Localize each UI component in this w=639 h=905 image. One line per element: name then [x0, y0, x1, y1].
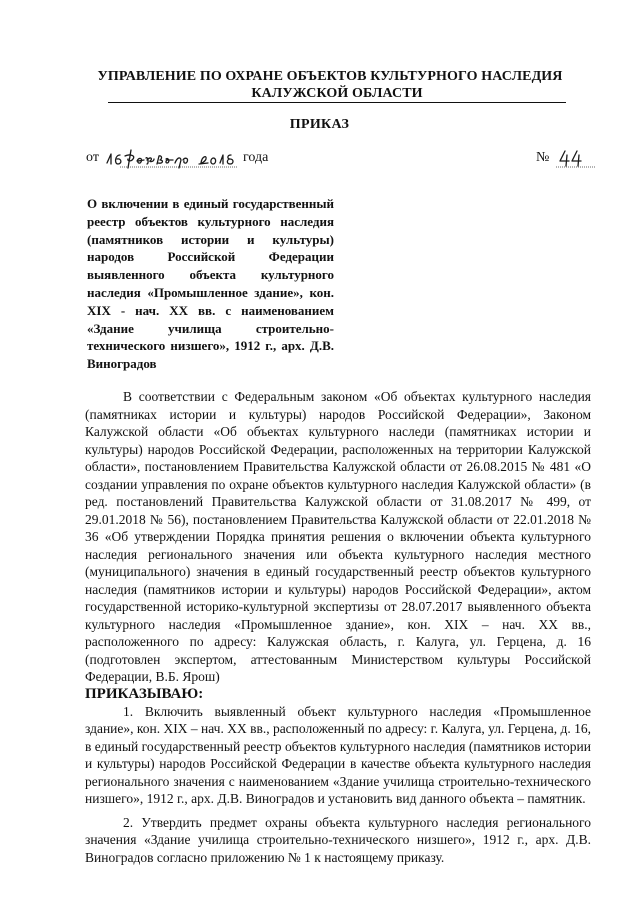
handwritten-number [556, 146, 596, 172]
order-item-2: 2. Утвердить предмет охраны объекта культурного наследия регионального значения «Здание училища строительно-технического низшего», 1912 г., арх. Д.В. Виноградов согласно приложению № 1 к настоящему приказу. [85, 814, 591, 865]
order-item-1: 1. Включить выявленный объект культурного наследия «Промышленное здание», кон. XIX – нач. XX вв., расположенный по адресу: г. Калуга, ул. Герцена, д. 16, в единый государственный реестр объектов культурного наследия (памятников истории и культуры) народов Российской Федерации в качестве объекта культурного наследия регионального значения с наименованием «Здание училища строительно-технического низшего», 1912 г., арх. Д.В. Виноградов и установить вид данного объекта – памятник. [85, 703, 591, 806]
date-number-row [86, 146, 596, 172]
number-prefix: № [536, 150, 550, 165]
handwritten-date [103, 146, 238, 172]
document-subject: О включении в единый государственный реестр объектов культурного наследия (памятников истории и культуры) народов Российской Федерации выявленного объекта культурного наследия «Промышленное здание», кон. XIX - нач. XX вв. с наименованием «Здание училища строительно-технического низшего», 1912 г., арх. Д.В. Виноградов [87, 196, 334, 372]
decree-heading: ПРИКАЗЫВАЮ: [85, 685, 204, 702]
issuer-name-line2: КАЛУЖСКОЙ ОБЛАСТИ [108, 85, 566, 103]
preamble-paragraph: В соответствии с Федеральным законом «Об объектах культурного наследия (памятниках истории и культуры) народов Российской Федерации», Законом Калужской области «Об объектах культурного наследи (памятниках истории и культуры) народов Российской Федерации, расположенных на территории Калужской области», постановлением Правительства Калужской области от 26.08.2015 № 481 «О создании управления по охране объектов культурного наследия Калужской области» (в ред. постановлений Правительства Калужской области от 31.08.2017 № 499, от 29.01.2018 № 56), постановлением Правительства Калужской области от 22.01.2018 № 36 «Об утверждении Порядка принятия решения о включении объекта культурного наследия регионального значения или объекта культурного наследия местного (муниципального) значения в единый государственный реестр объектов культурного наследия (памятников истории и культуры) народов Российской Федерации», актом государственной историко-культурной экспертизы от 28.07.2017 выявленного объекта культурного наследия «Промышленное здание», кон. XIX – нач. XX вв., расположенного по адресу: Калужская область, г. Калуга, ул. Герцена, д. 16 (подготовлен экспертом, аттестованным Министерством культуры Российской Федерации, В.Б. Ярош) [85, 389, 591, 684]
document-title: ПРИКАЗ [289, 117, 350, 132]
issuer-header [80, 68, 580, 103]
date-prefix: от [86, 150, 99, 165]
document-body [85, 388, 591, 866]
issuer-name-line1: УПРАВЛЕНИЕ ПО ОХРАНЕ ОБЪЕКТОВ КУЛЬТУРНОГО НАСЛЕДИЯ [97, 69, 563, 84]
date-suffix: года [243, 150, 269, 165]
